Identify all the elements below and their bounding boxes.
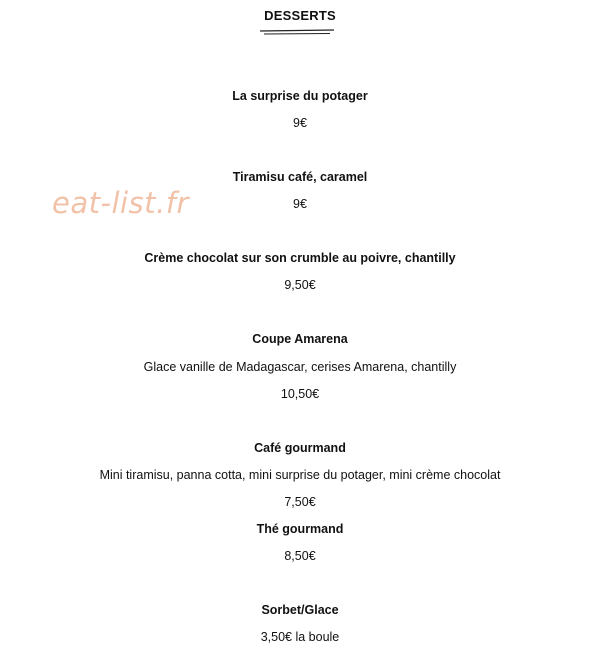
dessert-price: 10,50€ [280, 387, 320, 401]
dessert-name: Coupe Amarena [252, 332, 348, 346]
dessert-price: 8,50€ [284, 549, 316, 563]
dessert-price: 9€ [293, 197, 307, 211]
dessert-description: Mini tiramisu, panna cotta, mini surprise du potager, mini crème chocolat [99, 468, 501, 482]
dessert-price: 7,50€ [284, 495, 316, 509]
dessert-price: 3,50€ la boule [260, 630, 340, 644]
dessert-name: Café gourmand [254, 441, 346, 455]
dessert-name: La surprise du potager [232, 89, 368, 103]
watermark-text: eat-list.fr [52, 186, 189, 220]
page-title: DESSERTS [264, 8, 336, 23]
dessert-name: Sorbet/Glace [261, 603, 339, 617]
dessert-name: Thé gourmand [256, 522, 344, 536]
dessert-name: Crème chocolat sur son crumble au poivre, chantilly [144, 251, 456, 265]
title-underline-decoration [258, 28, 336, 36]
dessert-price: 9,50€ [284, 278, 316, 292]
dessert-name: Tiramisu café, caramel [232, 170, 368, 184]
dessert-description: Glace vanille de Madagascar, cerises Amarena, chantilly [143, 360, 457, 374]
dessert-price: 9€ [293, 116, 307, 130]
